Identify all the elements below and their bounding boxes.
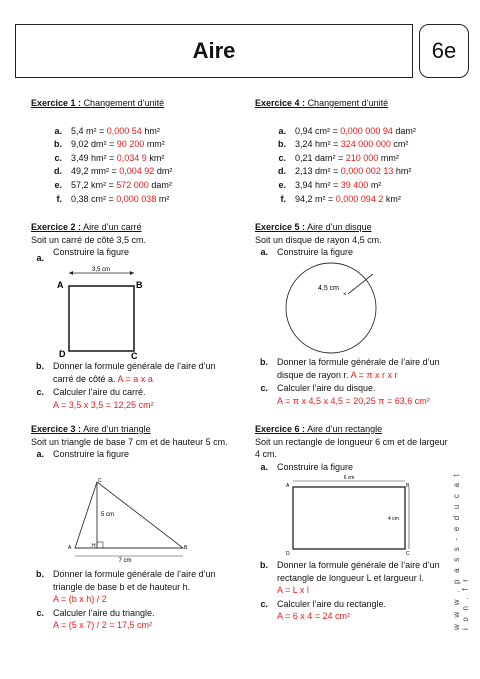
answer: 324 000 000 (340, 139, 391, 150)
vertex-A: A (286, 483, 290, 489)
question-a: Construire la figure (277, 461, 354, 472)
question-b: Donner la formule générale de l’aire d’un (277, 357, 440, 367)
conversion-list (31, 125, 231, 206)
vertex-B: B (136, 280, 143, 290)
vertex-C: C (406, 551, 410, 557)
question-c: Calculer l’aire du carré. (53, 387, 146, 398)
square-figure (55, 265, 160, 360)
item-text: 49,2 mm² = 0,004 92 dm² (71, 166, 173, 177)
answer-b: A = (b x h) / 2 (53, 594, 107, 605)
answer-b: A = π x r x r (350, 369, 398, 380)
vertex-C: C (98, 478, 102, 484)
item-text: 57,2 km² = 572 000 dam² (71, 179, 172, 190)
exercise-6-questions: b. Donner la formule générale de l’aire d’un rectangle de longueur L et largueur l. A = L x l c. Calculer l’aire du rectangle. A = 6 x 4 = 24 cm² (255, 559, 465, 623)
exercise-1 (31, 97, 231, 206)
item-letter: e. (54, 179, 62, 190)
grade-badge: 6e (419, 24, 469, 78)
answer: 0,000 094 2 (335, 193, 384, 204)
base-label: 7 cm (118, 558, 132, 564)
answer-c: A = π x 4,5 x 4,5 = 20,25 π = 63,6 cm² (277, 395, 430, 406)
item-letter: e. (278, 179, 286, 190)
disk-figure (280, 262, 382, 354)
exercise-3: Exercice 3 : Aire d’un triangle Soit un triangle de base 7 cm et de hauteur 5 cm. a. Construire la figure (31, 423, 251, 461)
radius-label: 4,5 cm (318, 285, 340, 292)
item-text: 9,02 dm² = 90 200 mm² (71, 139, 165, 150)
question-a: Construire la figure (53, 247, 130, 258)
triangle-shape (75, 482, 183, 548)
answer: 0,004 92 (119, 166, 155, 177)
item-letter: b. (54, 139, 62, 150)
exercise-title: Exercice 5 : Aire d’un disque (255, 222, 372, 232)
item-text: 3,49 hm² = 0,034 9 km² (71, 152, 165, 163)
exercise-intro: Soit un disque de rayon 4,5 cm. (255, 234, 382, 245)
conversion-item (31, 179, 231, 192)
answer: 39 400 (340, 179, 369, 190)
question-a: Construire la figure (277, 247, 354, 258)
side-label: 3,5 cm (91, 267, 111, 273)
width-label: 4 cm (388, 516, 399, 522)
conversion-list (255, 125, 465, 206)
question-b: Donner la formule générale de l’aire d’un (277, 560, 440, 570)
vertex-B: B (184, 545, 188, 551)
exercise-intro: Soit un triangle de base 7 cm et de hauteur 5 cm. (31, 436, 228, 447)
question-b: Donner la formule générale de l’aire d’un (53, 361, 216, 371)
answer-c: A = 3,5 x 3,5 = 12,25 cm² (53, 399, 154, 410)
conversion-item (255, 125, 465, 138)
exercise-6: Exercice 6 : Aire d’un rectangle Soit un rectangle de longueur 6 cm et de largeur 4 cm. a. Construire la figure (255, 423, 470, 473)
exercise-2-questions: b. Donner la formule générale de l’aire d’un carré de côté a. A = a x a c. Calculer l’aire du carré. A = 3,5 x 3,5 = 12,25 cm² (31, 360, 246, 411)
answer-b: A = L x l (277, 585, 309, 596)
item-text: 2,13 dm² = 0,000 002 13 hm² (295, 166, 412, 177)
exercise-intro: Soit un carré de côté 3,5 cm. (31, 234, 147, 245)
item-text: 94,2 m² = 0,000 094 2 km² (295, 193, 401, 204)
answer-c: A = (5 x 7) / 2 = 17,5 cm² (53, 620, 153, 631)
page-title: Aire (15, 24, 413, 78)
item-letter: d. (54, 166, 62, 177)
item-letter: c. (54, 152, 62, 163)
answer: 0,000 038 (116, 193, 157, 204)
conversion-item (255, 179, 465, 192)
height-label: 5 cm (101, 512, 115, 518)
item-letter: c. (278, 152, 286, 163)
vertex-D: D (286, 551, 290, 557)
conversion-item (255, 193, 465, 206)
item-letter: f. (56, 193, 62, 204)
item-text: 0,38 cm² = 0,000 038 m² (71, 193, 170, 204)
conversion-item (255, 165, 465, 178)
exercise-title: Exercice 2 : Aire d’un carré (31, 222, 142, 232)
answer: 0,000 002 13 (340, 166, 394, 177)
vertex-A: A (68, 545, 72, 551)
vertex-A: A (57, 280, 64, 290)
item-text: 0,94 cm² = 0,000 000 94 dam² (295, 125, 416, 136)
item-letter: f. (280, 193, 286, 204)
answer-b: A = a x a (117, 373, 153, 384)
answer: 210 000 (345, 152, 379, 163)
length-label: 6 cm (343, 475, 355, 481)
exercise-intro: Soit un rectangle de longueur 6 cm et de largeur (255, 436, 448, 447)
item-text: 5,4 m² = 0,000 54 hm² (71, 125, 160, 136)
item-text: 3,94 hm² = 39 400 m² (295, 179, 382, 190)
svg-text:×: × (343, 292, 347, 298)
item-letter: d. (278, 166, 286, 177)
exercise-title: Exercice 6 : Aire d’un rectangle (255, 424, 383, 434)
exercise-3-questions: b. Donner la formule générale de l’aire d’un triangle de base b et de hauteur h. A = (b x h) / 2 c. Calculer l’aire du triangle. A = (5 x 7) / 2 = 17,5 cm² (31, 568, 251, 632)
conversion-item (255, 152, 465, 165)
conversion-item (31, 193, 231, 206)
vertex-D: D (59, 349, 66, 359)
exercise-title: Exercice 1 : Changement d’unité (31, 98, 165, 108)
question-b: Donner la formule générale de l’aire d’un (53, 569, 216, 579)
question-c: Calculer l’aire du triangle. (53, 607, 155, 618)
triangle-figure (65, 476, 195, 564)
conversion-item (31, 165, 231, 178)
vertex-H: H (92, 543, 96, 549)
answer-c: A = 6 x 4 = 24 cm² (277, 611, 351, 622)
conversion-item (255, 138, 465, 151)
vertex-B: B (406, 483, 410, 489)
conversion-item (31, 125, 231, 138)
answer: 0,000 54 (106, 125, 142, 136)
item-letter: b. (278, 139, 286, 150)
exercise-4 (255, 97, 465, 206)
conversion-item (31, 138, 231, 151)
question-a: Construire la figure (53, 449, 130, 460)
exercise-5-questions: b. Donner la formule générale de l’aire d’un disque de rayon r. A = π x r x r c. Calculer l’aire du disque. A = π x 4,5 x 4,5 = 20,25 π = 63,6 cm² (255, 356, 470, 407)
exercise-5: Exercice 5 : Aire d’un disque Soit un disque de rayon 4,5 cm. a. Construire la figure (255, 221, 470, 259)
item-text: 0,21 dam² = 210 000 mm² (295, 152, 399, 163)
question-c: Calculer l’aire du rectangle. (277, 598, 387, 609)
answer: 0,034 9 (116, 152, 147, 163)
item-letter: a. (54, 125, 62, 136)
square-shape (69, 286, 134, 351)
exercise-title: Exercice 4 : Changement d’unité (255, 98, 389, 108)
disk-shape (286, 263, 376, 353)
question-c: Calculer l’aire du disque. (277, 383, 376, 394)
item-text: 3,24 hm² = 324 000 000 cm² (295, 139, 409, 150)
exercise-title: Exercice 3 : Aire d’un triangle (31, 424, 151, 434)
answer: 572 000 (116, 179, 149, 190)
vertex-C: C (131, 351, 138, 360)
rectangle-figure (284, 475, 414, 557)
item-letter: a. (278, 125, 286, 136)
conversion-item (31, 152, 231, 165)
answer: 90 200 (116, 139, 145, 150)
site-watermark[interactable]: w w w . p a s s - e d u c a t i o n . f r (452, 471, 470, 630)
answer: 0,000 000 94 (340, 125, 393, 136)
exercise-2: Exercice 2 : Aire d’un carré Soit un carré de côté 3,5 cm. a. Construire la figure (31, 221, 246, 265)
